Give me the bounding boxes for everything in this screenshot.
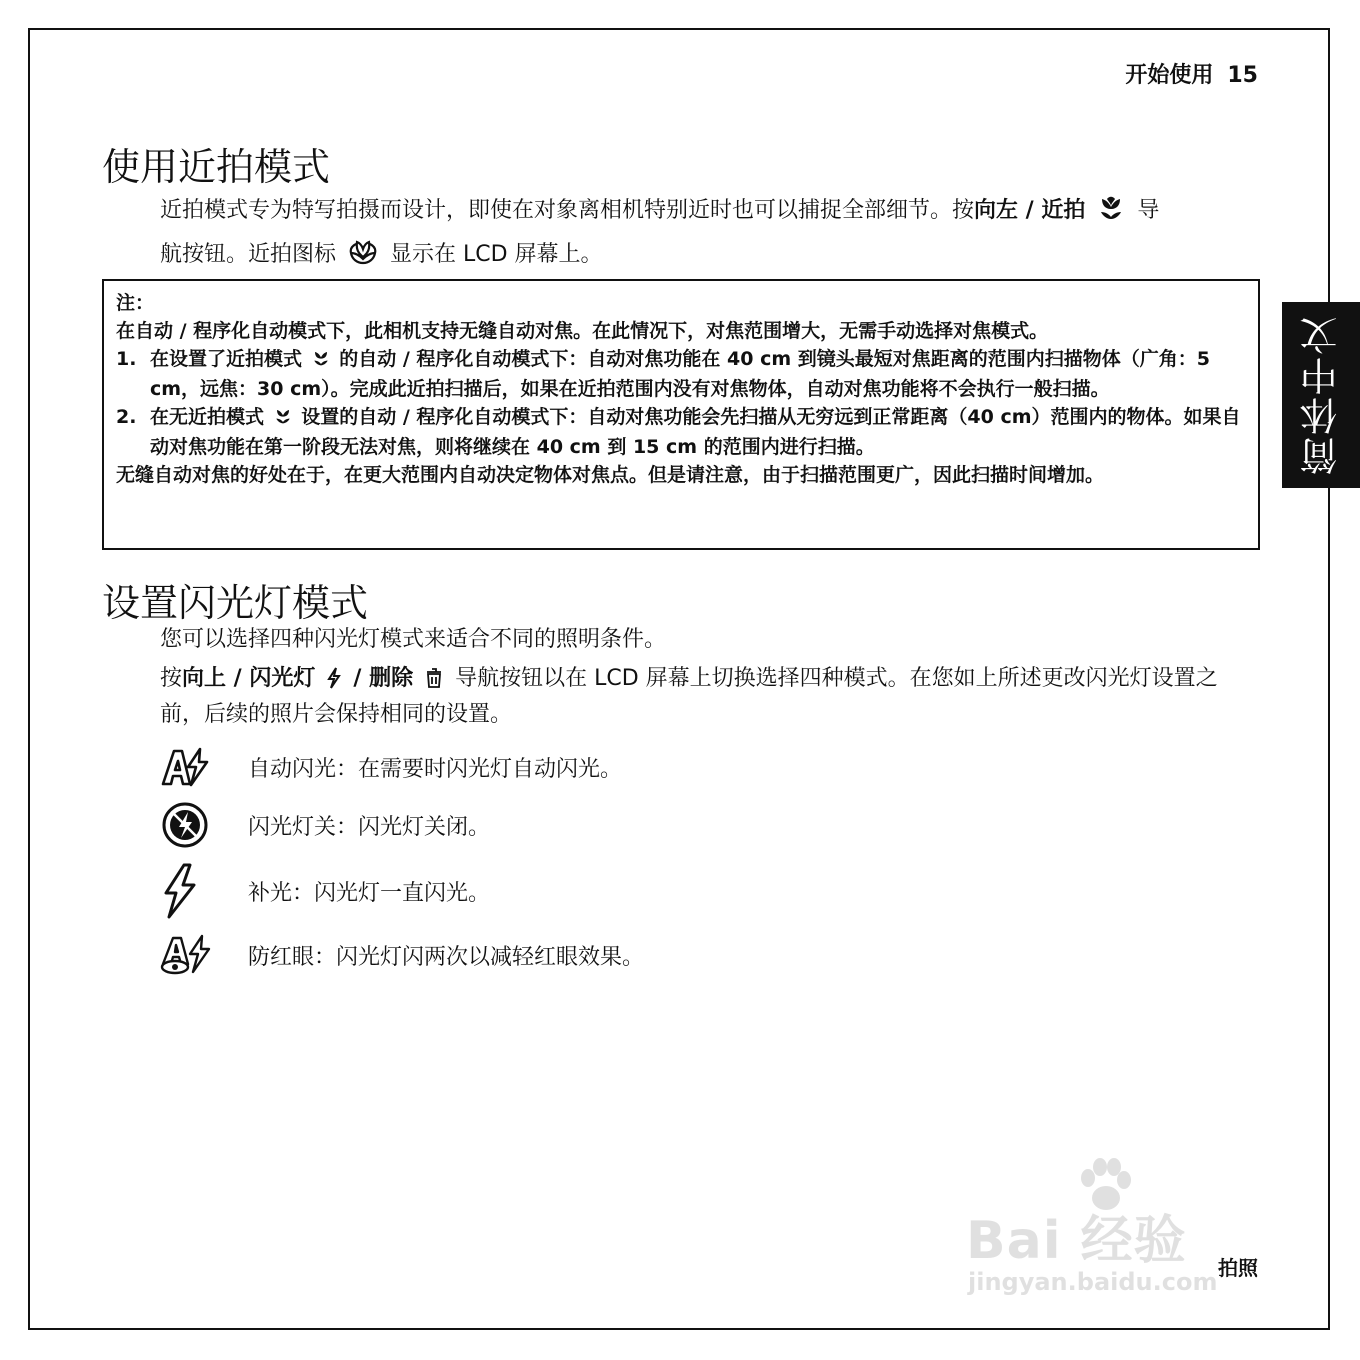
baidu-watermark [966, 1158, 1276, 1308]
macro-heading: 使用近拍模式 [102, 145, 331, 189]
note-item-2 [116, 403, 1246, 461]
note-item-2-text-a: 在无近拍模式 [150, 406, 265, 428]
flash-delete-name: / 删除 [353, 666, 414, 691]
flash-mode-off-text: 闪光灯关：闪光灯关闭。 [248, 814, 491, 840]
macro-text-3: 航按钮。近拍图标 [160, 242, 337, 267]
note-item-1-text-b: 的自动 / 程序化自动模式下：自动对焦功能在 40 cm 到镜头最短对焦距离的范围内扫描物体（广角：5 cm，远焦：30 cm）。完成此近拍扫描后，如果在近拍范围内没有对焦物体，自动对焦功能将不会执行一般扫描。 [150, 348, 1211, 400]
flash-text-1: 按 [160, 666, 183, 691]
language-tab [1282, 302, 1360, 488]
flash-bolt-small-icon [326, 667, 342, 699]
flash-heading: 设置闪光灯模式 [102, 581, 369, 625]
note-item-1 [116, 345, 1246, 403]
flash-fill-icon [160, 866, 216, 916]
running-header [1125, 58, 1258, 89]
macro-small-icon [311, 347, 331, 375]
flash-mode-red-eye-text: 防红眼：闪光灯闪两次以减轻红眼效果。 [248, 944, 645, 970]
note-item-2-number: 2. [116, 406, 137, 428]
macro-text-2: 导 [1137, 198, 1160, 223]
flash-mode-fill [160, 866, 491, 916]
macro-small-icon [273, 405, 293, 433]
flash-mode-fill-text: 补光：闪光灯一直闪光。 [248, 880, 491, 906]
macro-flower-outline-icon [347, 237, 379, 279]
macro-button-name: 向左 / 近拍 [974, 198, 1086, 223]
flash-paragraph-1: 您可以选择四种闪光灯模式来适合不同的照明条件。 [160, 627, 667, 652]
macro-text-4: 显示在 LCD 屏幕上。 [390, 242, 603, 267]
flash-mode-red-eye [160, 930, 645, 980]
flash-mode-auto [160, 742, 623, 792]
macro-text-1: 近拍模式专为特写拍摄而设计，即使在对象离相机特别近时也可以捕捉全部细节。按 [160, 198, 975, 223]
note-item-1-number: 1. [116, 348, 137, 370]
watermark-url: jingyan.baidu.com [968, 1268, 1218, 1296]
flash-off-icon [160, 800, 216, 850]
watermark-brand: Bai 经验 [966, 1211, 1187, 1271]
flash-auto-icon [160, 742, 216, 792]
note-item-2-text-b: 设置的自动 / 程序化自动模式下：自动对焦功能会先扫描从无穷远到正常距离（40 cm）范围内的物体。如果自动对焦功能在第一阶段无法对焦，则将继续在 40 cm 到 15 cm 的范围内进行扫描。 [150, 406, 1241, 458]
flash-button-name: 向上 / 闪光灯 [182, 666, 316, 691]
header-section: 开始使用 [1125, 63, 1214, 88]
flash-paragraph-2 [160, 663, 1260, 731]
language-tab-label: 简体中文 [1299, 315, 1344, 475]
flash-text-2: 导航按钮以在 LCD 屏幕上切换选择四种模式。在您如上所述更改闪光灯设置之前，后续的照片会保持相同的设置。 [160, 666, 1218, 727]
trash-icon [424, 665, 444, 699]
note-item-1-text-a: 在设置了近拍模式 [150, 348, 303, 370]
macro-flower-filled-icon [1096, 195, 1126, 235]
page-number: 15 [1227, 63, 1258, 88]
note-box [102, 279, 1260, 550]
footer-chapter: 拍照 [1218, 1256, 1258, 1280]
macro-paragraph [160, 191, 1260, 279]
flash-red-eye-icon [160, 930, 216, 980]
flash-mode-auto-text: 自动闪光：在需要时闪光灯自动闪光。 [248, 756, 623, 782]
flash-mode-off [160, 800, 491, 850]
note-label: 注： [116, 292, 155, 314]
note-line-1: 在自动 / 程序化自动模式下，此相机支持无缝自动对焦。在此情况下，对焦范围增大，无需手动选择对焦模式。 [116, 320, 1049, 342]
note-line-last: 无缝自动对焦的好处在于，在更大范围内自动决定物体对焦点。但是请注意，由于扫描范围更广，因此扫描时间增加。 [116, 464, 1105, 486]
